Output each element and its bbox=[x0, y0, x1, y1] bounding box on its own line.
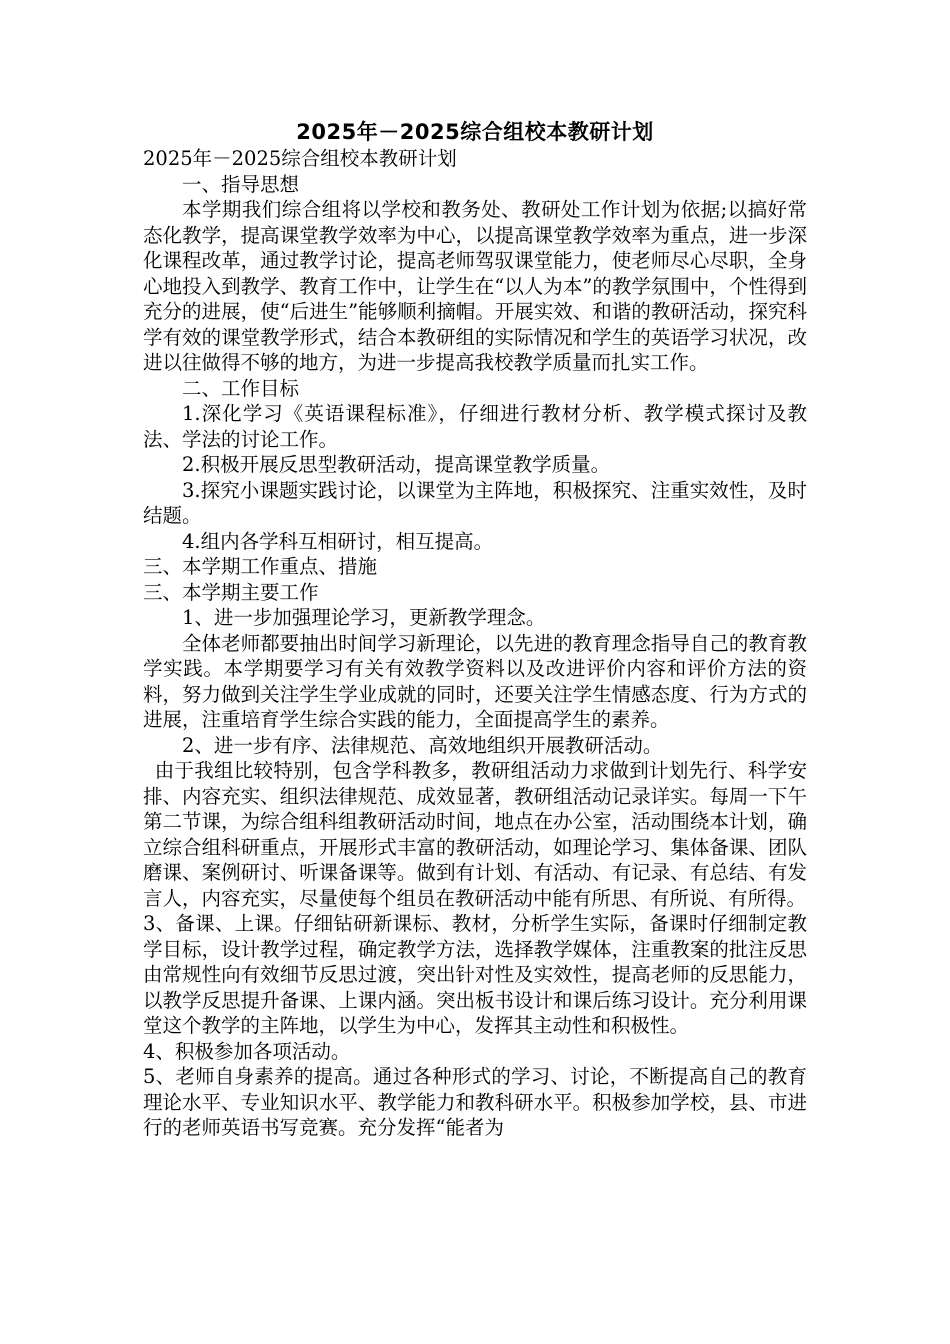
section-heading: 一、指导思想 bbox=[182, 172, 300, 196]
paragraph: 3、备课、上课。仔细钻研新课标、教材，分析学生实际，备课时仔细制定教学目标，设计教学过程，确定教学方法，选择教学媒体，注重教案的批注反思由常规性向有效细节反思过渡，突出针对性及实效性，提高老师的反思能力，以教学反思提升备课、上课内涵。突出板书设计和课后练习设计。充分利用课堂这个教学的主阵地，以学生为中心，发挥其主动性和积极性。 bbox=[143, 912, 807, 1037]
list-item: 4.组内各学科互相研讨，相互提高。 bbox=[182, 529, 494, 553]
paragraph: 由于我组比较特别，包含学科教多，教研组活动力求做到计划先行、科学安排、内容充实、组织法律规范、成效显著，教研组活动记录详实。每周一下午第二节课，为综合组科组教研活动时间，地点在办公室，活动围绕本计划，确立综合组科研重点，开展形式丰富的教研活动，如理论学习、集体备课、团队磨课、案例研讨、听课备课等。做到有计划、有活动、有记录、有总结、有发言人，内容充实，尽量使每个组员在教研活动中能有所思、有所说、有所得。 bbox=[143, 759, 807, 910]
paragraph: 本学期我们综合组将以学校和教务处、教研处工作计划为依据;以搞好常态化教学，提高课堂教学效率为中心，以提高课堂教学效率为重点，进一步深化课程改革，通过教学讨论，提高老师驾驭课堂能力，使老师尽心尽职，全身心地投入到教学、教育工作中，让学生在“以人为本”的教学氛围中，个性得到充分的进展，使“后进生”能够顺利摘帽。开展实效、和谐的教研活动，探究科学有效的课堂教学形式，结合本教研组的实际情况和学生的英语学习状况，改进以往做得不够的地方，为进一步提高我校教学质量而扎实工作。 bbox=[143, 198, 807, 374]
list-item: 2.积极开展反思型教研活动，提高课堂教学质量。 bbox=[182, 453, 611, 476]
section-heading: 三、本学期主要工作 bbox=[143, 580, 319, 604]
paragraph: 全体老师都要抽出时间学习新理论，以先进的教育理念指导自己的教育教学实践。本学期要学习有关有效教学资料以及改进评价内容和评价方法的资料，努力做到关注学生学业成就的同时，还要关注学生情感态度、行为方式的进展，注重培育学生综合实践的能力，全面提高学生的素养。 bbox=[143, 631, 807, 731]
document-page bbox=[143, 118, 807, 1141]
subsection-heading: 1、进一步加强理论学习，更新教学理念。 bbox=[182, 606, 546, 629]
subsection-heading: 2、进一步有序、法律规范、高效地组织开展教研活动。 bbox=[182, 733, 663, 757]
paragraph: 2025年－2025综合组校本教研计划 bbox=[143, 147, 457, 170]
document-body bbox=[143, 146, 807, 1141]
subsection-heading: 4、积极参加各项活动。 bbox=[143, 1039, 351, 1063]
list-item: 3.探究小课题实践讨论，以课堂为主阵地，积极探究、注重实效性，及时结题。 bbox=[143, 478, 807, 527]
document-title: 2025年－2025综合组校本教研计划 bbox=[296, 120, 654, 144]
section-heading: 二、工作目标 bbox=[182, 376, 300, 400]
list-item: 1.深化学习《英语课程标准》，仔细进行教材分析、教学模式探讨及教法、学法的讨论工作。 bbox=[143, 402, 807, 451]
section-heading: 三、本学期工作重点、措施 bbox=[143, 555, 378, 578]
paragraph: 5、老师自身素养的提高。通过各种形式的学习、讨论，不断提高自己的教育理论水平、专业知识水平、教学能力和教科研水平。积极参加学校，县、市进行的老师英语书写竞赛。充分发挥“能者为 bbox=[143, 1065, 807, 1139]
